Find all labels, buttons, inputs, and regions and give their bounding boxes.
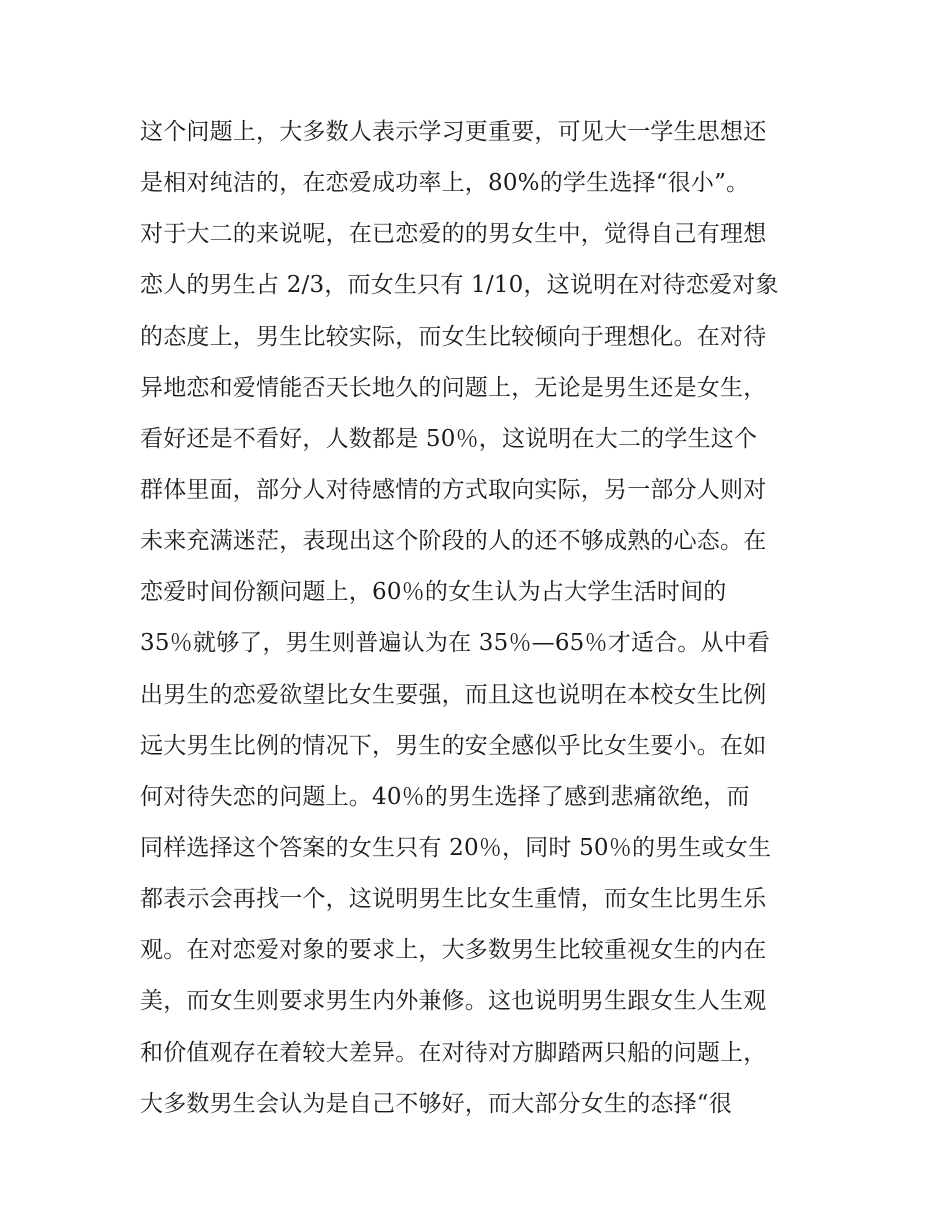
text-line: 都表示会再找一个，这说明男生比女生重情，而女生比男生乐 bbox=[140, 886, 767, 913]
text-line: 何对待失恋的问题上。40％的男生选择了感到悲痛欲绝，而 bbox=[140, 783, 750, 810]
text-line: 是相对纯洁的，在恋爱成功率上，80%的学生选择“很小”。 bbox=[140, 170, 750, 197]
text-line: 未来充满迷茫，表现出这个阶段的人的还不够成熟的心态。在 bbox=[140, 528, 767, 555]
body-text bbox=[140, 107, 820, 1130]
text-line: 的态度上，男生比较实际，而女生比较倾向于理想化。在对待 bbox=[140, 323, 767, 350]
text-line: 群体里面，部分人对待感情的方式取向实际，另一部分人则对 bbox=[140, 476, 767, 503]
text-line: 对于大二的来说呢，在已恋爱的的男女生中，觉得自己有理想 bbox=[140, 221, 767, 248]
text-line: 观。在对恋爱对象的要求上，大多数男生比较重视女生的内在 bbox=[140, 937, 767, 964]
text-line: 这个问题上，大多数人表示学习更重要，可见大一学生思想还 bbox=[140, 119, 767, 145]
text-line: 35％就够了，男生则普遍认为在 35％—65％才适合。从中看 bbox=[140, 630, 771, 657]
text-line: 异地恋和爱情能否天长地久的问题上，无论是男生还是女生， bbox=[140, 374, 767, 401]
text-line: 看好还是不看好，人数都是 50％，这说明在大二的学生这个 bbox=[140, 425, 758, 452]
text-line: 和价值观存在着较大差异。在对待对方脚踏两只船的问题上， bbox=[140, 1039, 767, 1066]
text-line: 恋爱时间份额问题上，60％的女生认为占大学生活时间的 bbox=[140, 579, 727, 606]
text-line: 恋人的男生占 2/3，而女生只有 1/10，这说明在对待恋爱对象 bbox=[140, 272, 779, 299]
text-line: 出男生的恋爱欲望比女生要强，而且这也说明在本校女生比例 bbox=[140, 681, 767, 708]
text-line: 远大男生比例的情况下，男生的安全感似乎比女生要小。在如 bbox=[140, 732, 767, 759]
text-line: 同样选择这个答案的女生只有 20％，同时 50％的男生或女生 bbox=[140, 834, 772, 861]
text-line: 大多数男生会认为是自己不够好，而大部分女生的态择“很 bbox=[140, 1090, 732, 1117]
text-line: 美，而女生则要求男生内外兼修。这也说明男生跟女生人生观 bbox=[140, 988, 767, 1015]
